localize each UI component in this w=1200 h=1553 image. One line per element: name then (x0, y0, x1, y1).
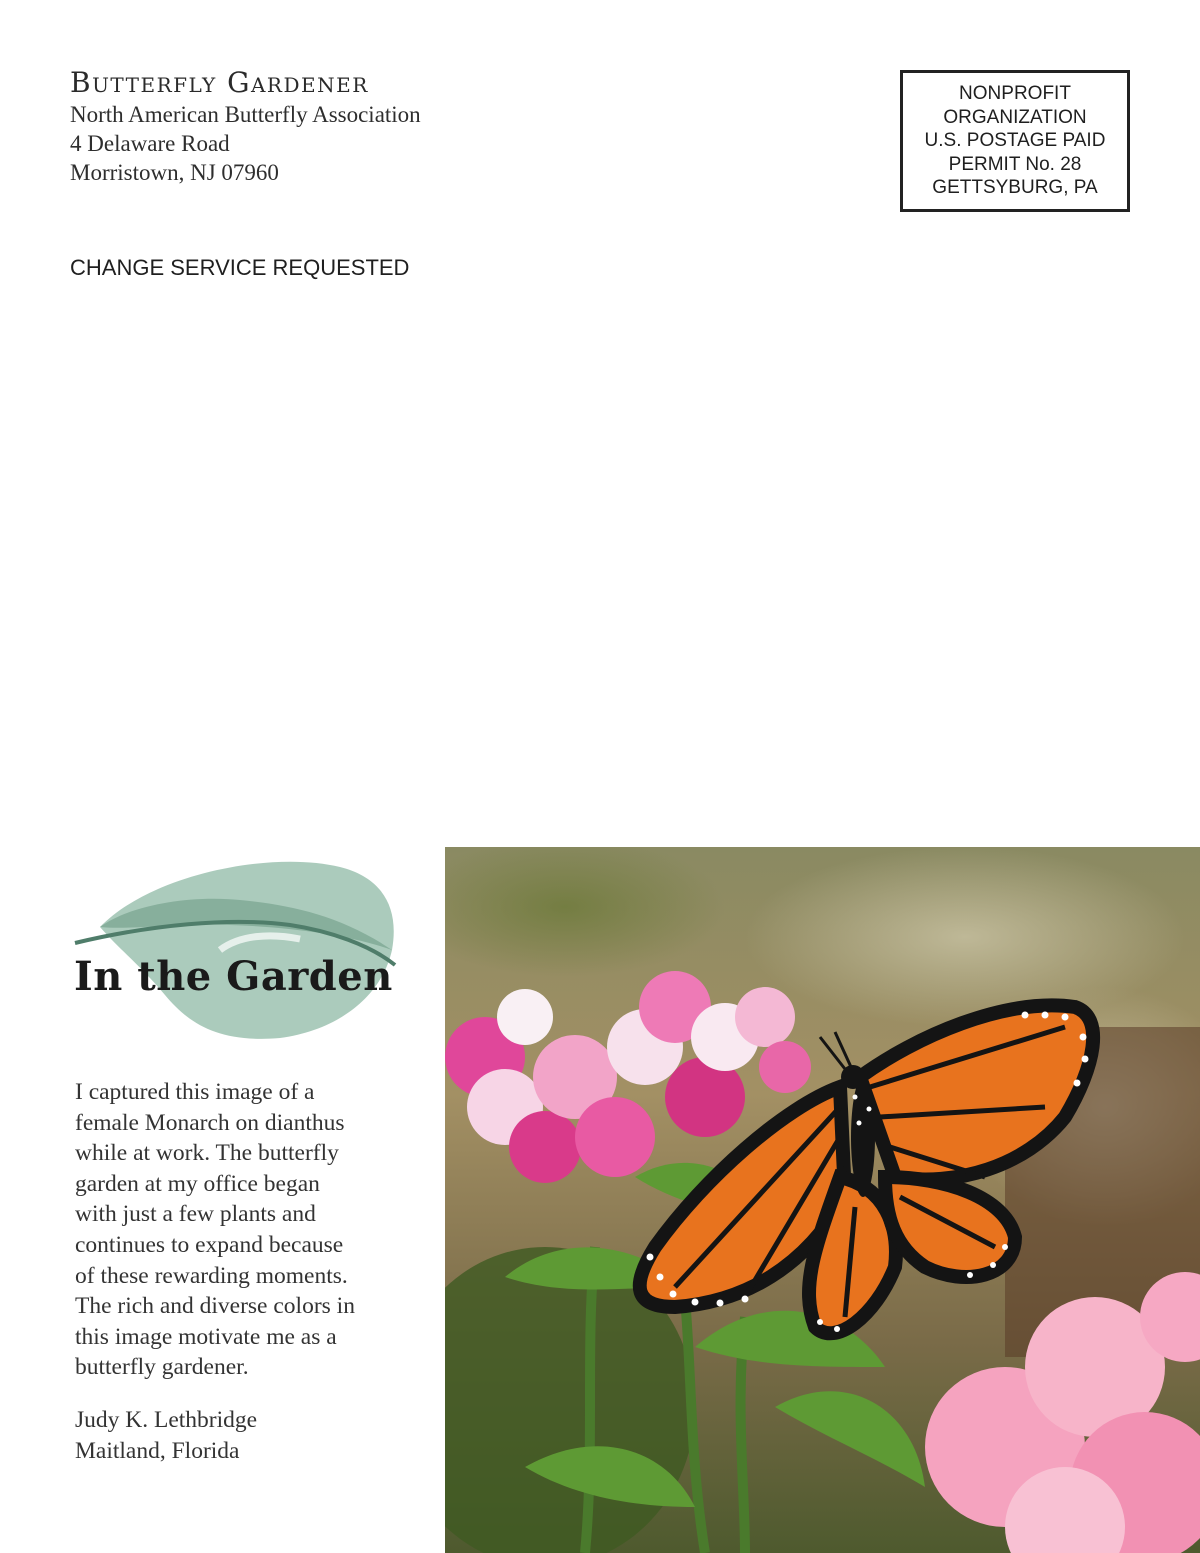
mail-endorsement: CHANGE SERVICE REQUESTED (70, 255, 410, 280)
section-heading-block (70, 855, 410, 1045)
caption-line: I captured this image of a (75, 1079, 315, 1105)
monarch-photo-illustration (445, 847, 1200, 1553)
caption-line: with just a few plants and (75, 1201, 316, 1228)
monarch-photo (445, 847, 1200, 1553)
caption-line: this image motivate me as a (75, 1323, 337, 1350)
caption-line: female Monarch on dianthus (75, 1109, 345, 1136)
indicia-line: ORGANIZATION (943, 106, 1087, 128)
indicia-line: U.S. POSTAGE PAID (924, 130, 1106, 152)
photo-caption (75, 1077, 405, 1466)
organization-name: North American Butterfly Association (70, 102, 421, 127)
leaf-icon (70, 855, 400, 1040)
indicia-line: GETTSYBURG, PA (932, 177, 1098, 199)
attribution (75, 1405, 405, 1466)
indicia-line: PERMIT No. 28 (948, 153, 1082, 175)
postage-indicia (900, 70, 1130, 212)
caption-line: The rich and diverse colors in (75, 1293, 355, 1320)
caption-line: garden at my office began (75, 1170, 320, 1197)
caption-line: continues to expand because (75, 1231, 344, 1258)
street-address: 4 Delaware Road (70, 131, 230, 156)
caption-line: butterfly gardener. (75, 1354, 249, 1381)
return-address (70, 66, 510, 187)
city-state-zip: Morristown, NJ 07960 (70, 160, 279, 185)
author-name: Judy K. Lethbridge (75, 1406, 258, 1433)
author-location: Maitland, Florida (75, 1437, 240, 1464)
section-heading: In the Garden (74, 953, 393, 1000)
publication-title: Butterfly Gardener (70, 66, 369, 99)
indicia-line: NONPROFIT (959, 83, 1071, 105)
caption-line: of these rewarding moments. (75, 1262, 348, 1289)
caption-line: while at work. The butterfly (75, 1140, 339, 1167)
